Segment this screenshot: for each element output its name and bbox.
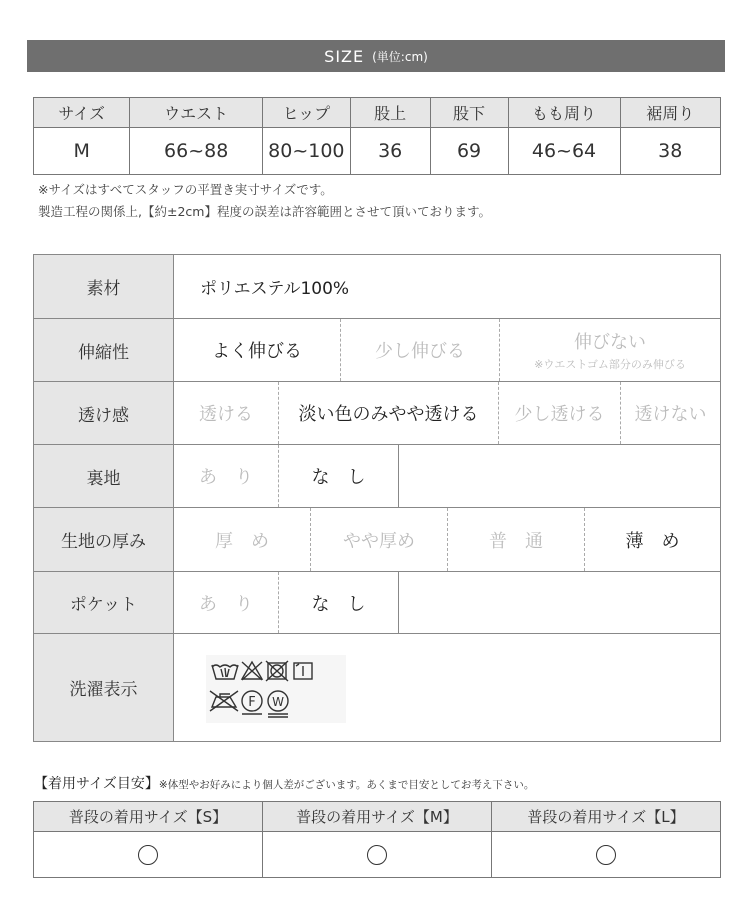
row-thickness (34, 508, 720, 572)
thickness-option-thick (174, 508, 311, 571)
row-material (34, 255, 720, 319)
dry-clean-letter: F (248, 695, 256, 710)
header-waist: ウエスト (130, 98, 263, 128)
header-size: サイズ (34, 98, 130, 128)
value-hem: 38 (620, 128, 720, 175)
header-thigh: もも周り (508, 98, 620, 128)
thickness-option-normal (448, 508, 585, 571)
wet-clean-letter: W (272, 695, 284, 709)
stretch-option-none-label: 伸びない (574, 332, 646, 353)
lining-options (174, 445, 720, 507)
row-stretch (34, 319, 720, 382)
care-symbols (206, 655, 346, 723)
thickness-option-slightly-thick (311, 508, 448, 571)
label-stretch: 伸縮性 (34, 319, 174, 381)
thickness-option-1-label: やや厚め (343, 530, 415, 552)
fit-value-m (263, 832, 492, 878)
row-pocket (34, 572, 720, 634)
stretch-option-high-label: よく伸びる (212, 341, 302, 362)
header-hem: 裾周り (620, 98, 720, 128)
circle-mark-m (367, 845, 387, 865)
pocket-option-yes (174, 572, 279, 633)
label-lining: 裏地 (34, 445, 174, 507)
stretch-option-high (174, 319, 341, 381)
sheer-options (174, 382, 720, 444)
size-title: SIZE (324, 46, 365, 66)
fit-guide-table (33, 801, 721, 878)
thickness-option-2-label: 普 通 (489, 530, 543, 552)
no-bleach-icon (242, 662, 262, 680)
label-care: 洗濯表示 (34, 634, 174, 741)
label-pocket: ポケット (34, 572, 174, 633)
fit-guide-header-row (34, 802, 721, 832)
lining-option-yes (174, 445, 279, 507)
pocket-option-1-label: な し (311, 593, 366, 615)
value-hip: 80~100 (262, 128, 350, 175)
stretch-option-some-label: 少し伸びる (375, 341, 465, 362)
value-thigh: 46~64 (508, 128, 620, 175)
stretch-sub-note: ※ウエストゴム部分のみ伸びる (534, 358, 686, 371)
size-title-bar (27, 40, 725, 72)
thickness-option-3-label: 薄 め (625, 530, 680, 552)
lining-option-0-label: あ り (199, 467, 253, 488)
label-sheer: 透け感 (34, 382, 174, 444)
lining-option-no (279, 445, 399, 507)
value-rise: 36 (350, 128, 430, 175)
label-material: 素材 (34, 255, 174, 318)
lining-option-1-label: な し (311, 467, 366, 488)
fit-header-l: 普段の着用サイズ【L】 (492, 802, 721, 832)
size-table-row (34, 128, 721, 175)
hang-dry-icon (294, 663, 312, 679)
value-size: M (34, 128, 130, 175)
no-tumble-dry-icon (266, 661, 288, 681)
sheer-option-slight (499, 382, 621, 444)
stretch-options (174, 319, 720, 381)
fit-value-s (34, 832, 263, 878)
sheer-option-2-label: 少し透ける (514, 404, 605, 425)
material-table (33, 254, 721, 742)
size-table (33, 97, 721, 175)
value-inseam: 69 (430, 128, 508, 175)
thickness-options (174, 508, 720, 571)
hand-wash-icon (212, 665, 238, 679)
sheer-option-none (621, 382, 720, 444)
size-note-2: 製造工程の関係上,【約±2cm】程度の誤差は許容範囲とさせて頂いております。 (38, 204, 491, 219)
pocket-option-no (279, 572, 399, 633)
no-iron-icon (210, 691, 238, 711)
fit-header-s: 普段の着用サイズ【S】 (34, 802, 263, 832)
fit-header-m: 普段の着用サイズ【M】 (263, 802, 492, 832)
material-value: ポリエステル100% (200, 279, 350, 299)
header-hip: ヒップ (262, 98, 350, 128)
thickness-option-0-label: 厚 め (215, 530, 269, 552)
value-waist: 66~88 (130, 128, 263, 175)
pocket-option-0-label: あ り (199, 593, 253, 615)
label-thickness: 生地の厚み (34, 508, 174, 571)
sheer-option-0-label: 透ける (199, 404, 253, 425)
material-body (174, 255, 720, 318)
care-symbols-graphic (206, 655, 346, 723)
thickness-option-thin (585, 508, 720, 571)
fit-guide-note: ※体型やお好みにより個人差がございます。あくまで目安としてお考え下さい。 (158, 779, 535, 791)
stretch-option-some (341, 319, 500, 381)
row-lining (34, 445, 720, 508)
sheer-option-1-label: 淡い色のみやや透ける (298, 404, 479, 425)
sheer-option-see-through (174, 382, 279, 444)
sheer-option-light-colors (279, 382, 499, 444)
row-sheer (34, 382, 720, 445)
circle-mark-l (596, 845, 616, 865)
header-inseam: 股下 (430, 98, 508, 128)
fit-guide-header (34, 773, 534, 793)
circle-mark-s (138, 845, 158, 865)
fit-guide-title: 【着用サイズ目安】 (34, 776, 159, 792)
care-body (174, 634, 720, 741)
size-unit: (単位:cm) (372, 49, 428, 64)
fit-value-l (492, 832, 721, 878)
stretch-option-none (500, 319, 720, 381)
size-note-1: ※サイズはすべてスタッフの平置き実寸サイズです。 (38, 182, 333, 197)
size-table-header-row (34, 98, 721, 128)
pocket-options (174, 572, 720, 633)
fit-guide-value-row (34, 832, 721, 878)
sheer-option-3-label: 透けない (634, 404, 707, 425)
row-care (34, 634, 720, 741)
header-rise: 股上 (350, 98, 430, 128)
